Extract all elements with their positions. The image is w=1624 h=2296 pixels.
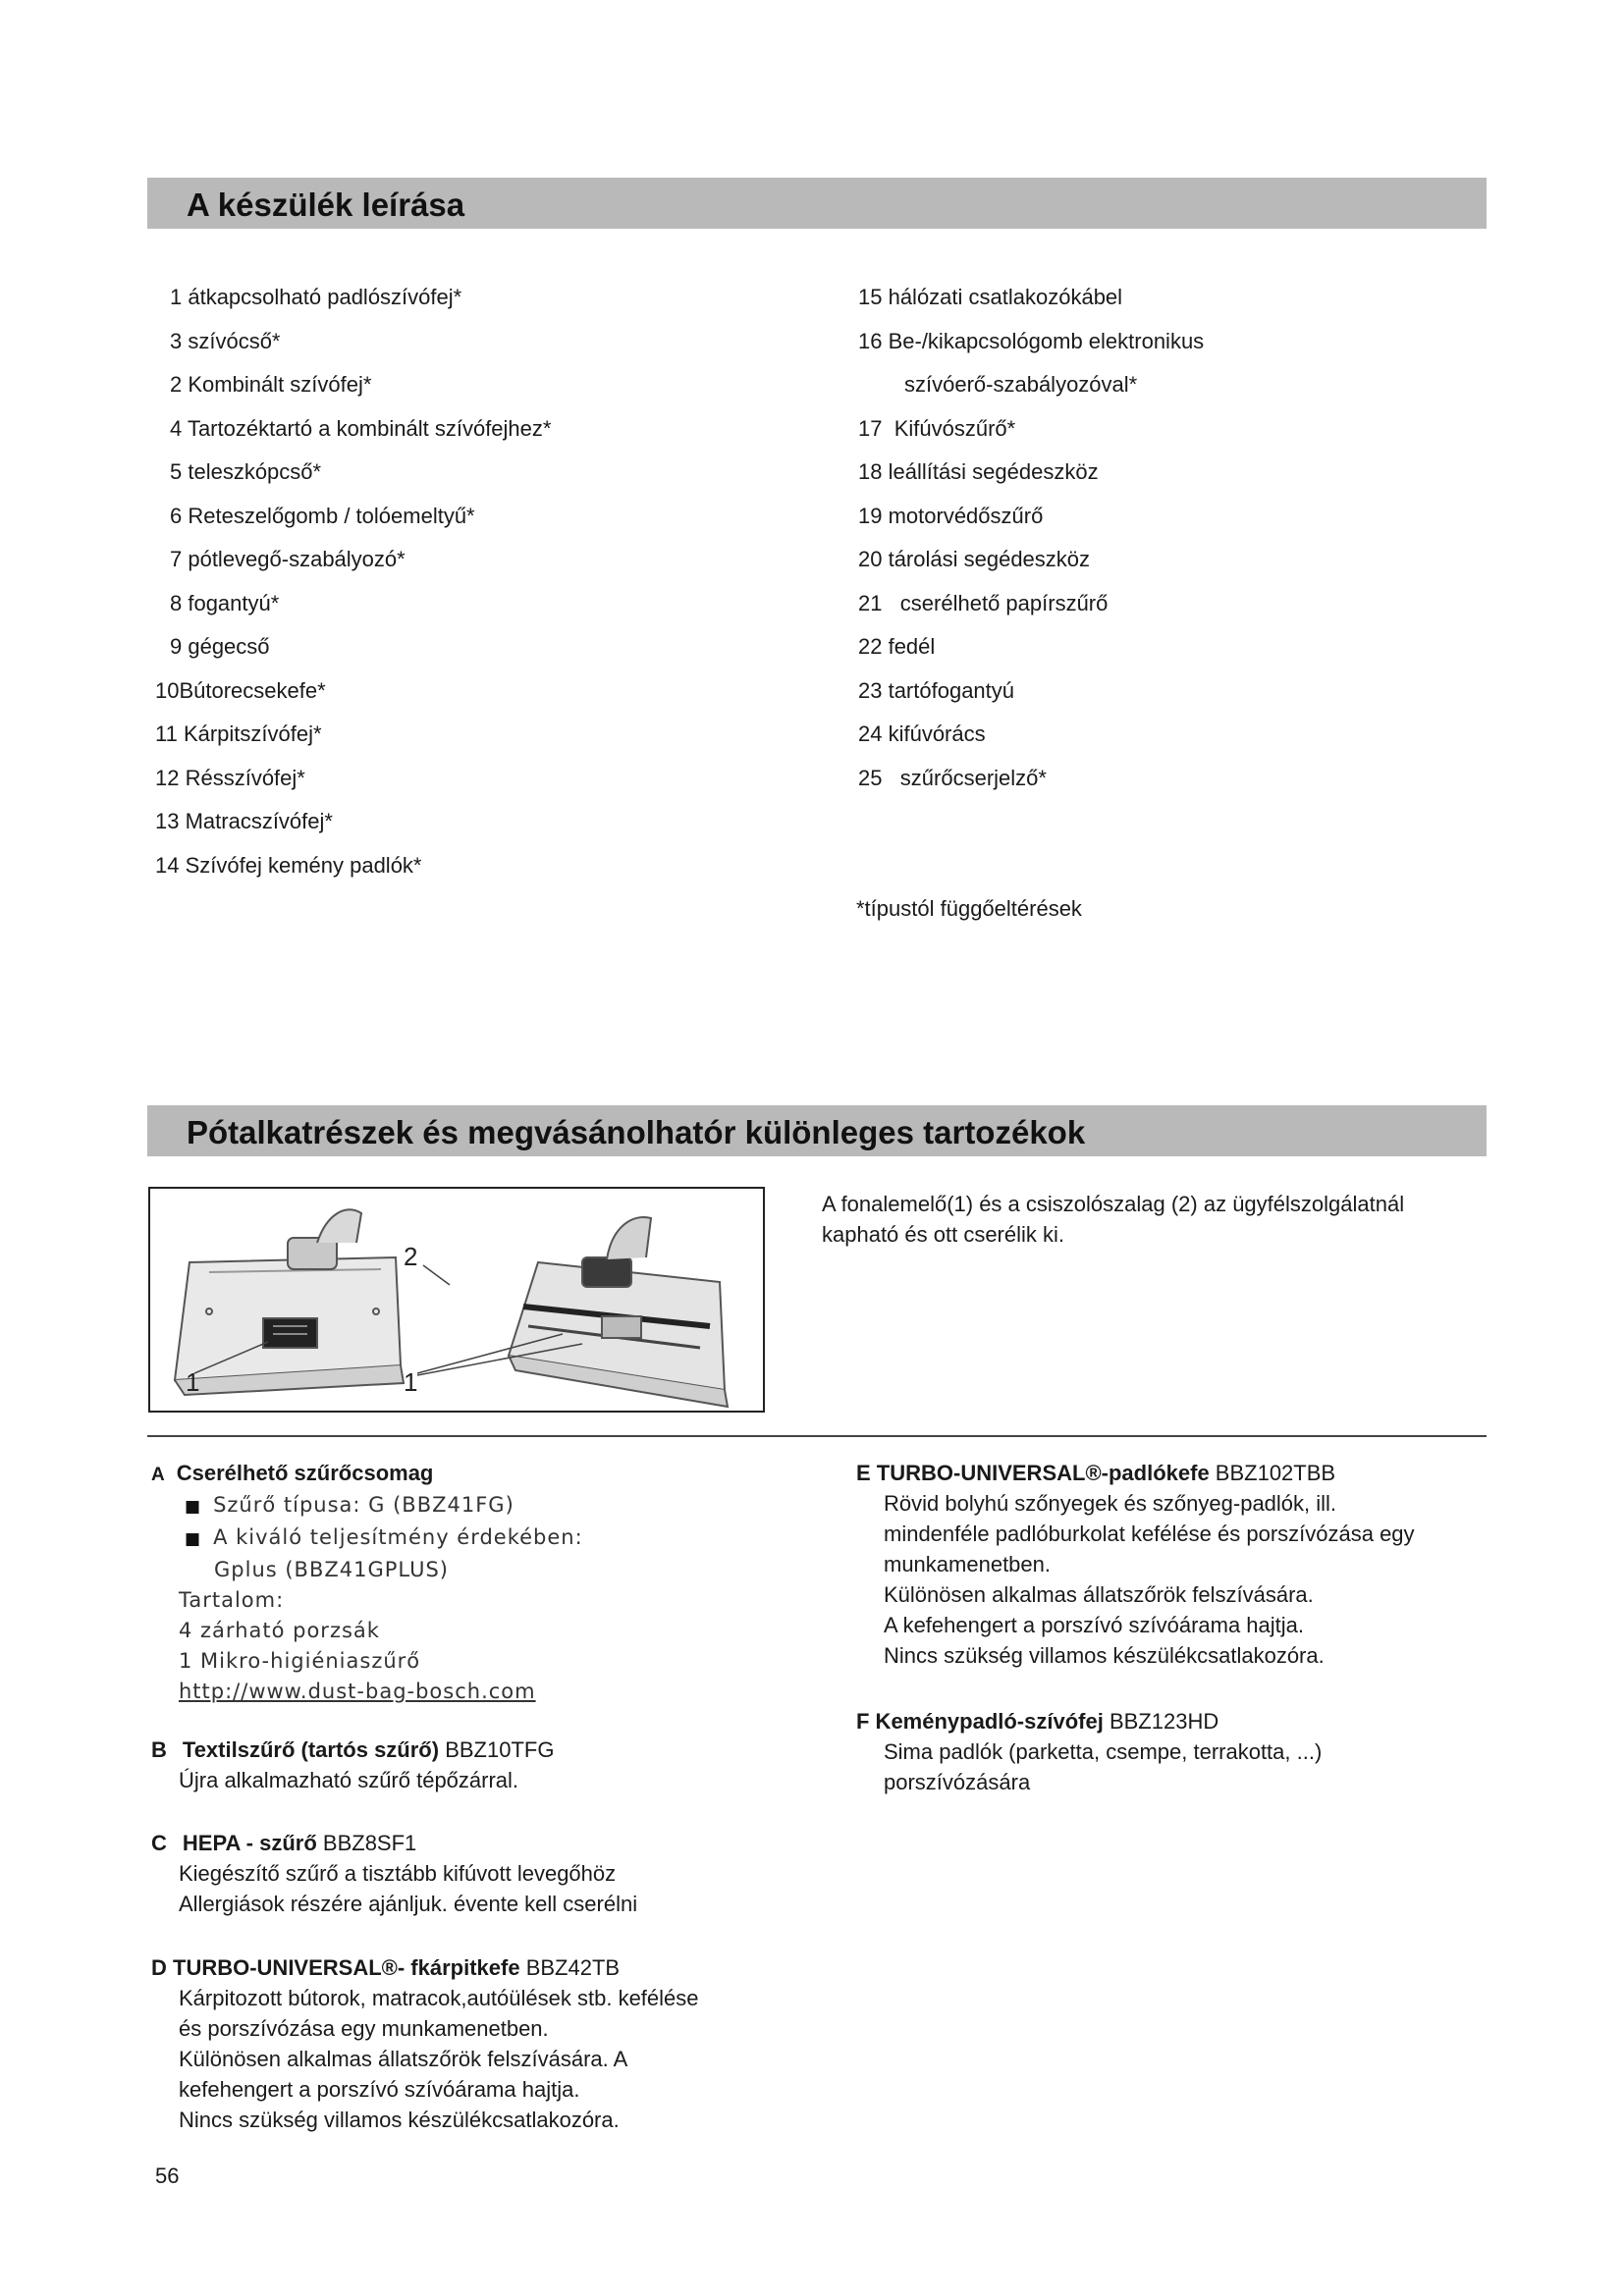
section-header-description xyxy=(147,178,1487,229)
accessory-d xyxy=(151,1952,819,2135)
item-heading: F Keménypadló-szívófej xyxy=(856,1709,1104,1734)
list-item: 15 hálózati csatlakozókábel xyxy=(858,285,1123,309)
item-description: mindenféle padlóburkolat kefélése és porszívózása egy xyxy=(884,1522,1415,1546)
item-code: BBZ10TFG xyxy=(439,1737,555,1762)
item-description: munkamenetben. xyxy=(884,1552,1051,1576)
list-item: szívóerő-szabályozóval* xyxy=(904,372,1138,397)
accessory-a xyxy=(151,1458,799,1707)
item-description: Kárpitozott bútorok, matracok,autóülések stb. kefélése xyxy=(179,1986,699,2010)
item-description: porszívózására xyxy=(884,1770,1031,1794)
list-item: 20 tárolási segédeszköz xyxy=(858,547,1091,571)
item-letter: C xyxy=(151,1831,167,1855)
bullet-continuation: Gplus (BBZ41GPLUS) xyxy=(214,1558,449,1581)
bullet-item: ■ Szűrő típusa: G (BBZ41FG) xyxy=(151,1490,799,1522)
label-1-left: 1 xyxy=(186,1367,200,1397)
list-item: 1 átkapcsolható padlószívófej* xyxy=(170,285,462,309)
bullet-item: ■ A kiváló teljesítmény érdekében: xyxy=(151,1522,799,1555)
right-floor-brush xyxy=(509,1217,728,1407)
item-description: Nincs szükség villamos készülékcsatlakozóra. xyxy=(884,1643,1325,1668)
contents-item: 1 Mikro-higiéniaszűrő xyxy=(179,1649,421,1673)
accessory-c xyxy=(151,1828,799,1919)
parts-list-left xyxy=(155,276,551,887)
service-note-line: kapható és ott cserélik ki. xyxy=(822,1222,1065,1247)
list-item: 21 cserélhető papírszűrő xyxy=(858,590,1109,615)
item-description: Különösen alkalmas állatszőrök felszívására. xyxy=(884,1582,1314,1607)
list-item: 9 gégecső xyxy=(170,634,270,659)
list-item: 12 Résszívófej* xyxy=(155,765,305,790)
list-item: 17 Kifúvószűrő* xyxy=(858,415,1016,441)
item-description: A kefehengert a porszívó szívóárama hajtja. xyxy=(884,1613,1305,1637)
item-description: Allergiások részére ajánljuk. évente kell cserélni xyxy=(179,1892,638,1916)
list-item: 14 Szívófej kemény padlók* xyxy=(155,852,422,878)
item-heading: D TURBO-UNIVERSAL®- fkárpitkefe xyxy=(151,1955,520,1980)
item-description: Nincs szükség villamos készülékcsatlakozóra. xyxy=(179,2108,620,2132)
list-item: 24 kifúvórács xyxy=(858,721,986,746)
item-description: és porszívózása egy munkamenetben. xyxy=(179,2016,549,2041)
list-item: 23 tartófogantyú xyxy=(858,677,1015,703)
list-item: 13 Matracszívófej* xyxy=(155,809,333,833)
brush-illustration xyxy=(148,1187,765,1413)
item-code: BBZ42TB xyxy=(519,1955,621,1980)
label-1-right: 1 xyxy=(404,1367,418,1397)
footnote: *típustól függőeltérések xyxy=(856,896,1082,921)
accessory-b xyxy=(151,1735,799,1795)
website-link[interactable]: http://www.dust-bag-bosch.com xyxy=(179,1680,536,1703)
item-description: Újra alkalmazható szűrő tépőzárral. xyxy=(179,1768,519,1792)
item-code: BBZ123HD xyxy=(1103,1709,1219,1734)
item-heading: Textilszűrő (tartós szűrő) xyxy=(182,1737,440,1762)
list-item: 10Bútorecsekefe* xyxy=(155,677,326,703)
list-item: 5 teleszkópcső* xyxy=(170,459,322,484)
service-note xyxy=(822,1189,1480,1250)
list-item: 3 szívócső* xyxy=(170,328,281,353)
section-header-accessories xyxy=(147,1105,1487,1156)
accessory-e xyxy=(856,1458,1485,1671)
label-2: 2 xyxy=(404,1242,418,1271)
list-item: 25 szűrőcserjelző* xyxy=(858,765,1047,790)
divider xyxy=(147,1435,1487,1437)
item-letter: A xyxy=(151,1465,165,1485)
page-number: 56 xyxy=(155,2163,180,2188)
item-description: Különösen alkalmas állatszőrök felszívására. A xyxy=(179,2047,628,2071)
list-item: 7 pótlevegő-szabályozó* xyxy=(170,547,406,571)
section-title: A készülék leírása xyxy=(187,187,465,223)
item-heading: E TURBO-UNIVERSAL®-padlókefe xyxy=(856,1461,1210,1485)
floor-brush-drawing xyxy=(150,1189,763,1411)
item-heading: Cserélhető szűrőcsomag xyxy=(176,1461,434,1485)
item-description: Sima padlók (parketta, csempe, terrakotta, ...) xyxy=(884,1739,1323,1764)
list-item: 18 leállítási segédeszköz xyxy=(858,459,1099,484)
item-description: kefehengert a porszívó szívóárama hajtja. xyxy=(179,2077,580,2102)
section-title: Pótalkatrészek és megvásánolhatór különleges tartozékok xyxy=(187,1114,1086,1150)
item-description: Kiegészítő szűrő a tisztább kifúvott levegőhöz xyxy=(179,1861,617,1886)
item-heading: HEPA - szűrő xyxy=(182,1831,317,1855)
list-item: 6 Reteszelőgomb / tolóemeltyű* xyxy=(170,503,475,528)
parts-list-right xyxy=(858,276,1204,800)
contents-label: Tartalom: xyxy=(179,1588,285,1612)
accessory-f xyxy=(856,1706,1485,1797)
list-item: 8 fogantyú* xyxy=(170,590,280,615)
list-item: 4 Tartozéktartó a kombinált szívófejhez* xyxy=(170,415,552,441)
list-item: 11 Kárpitszívófej* xyxy=(155,721,322,746)
contents-item: 4 zárható porzsák xyxy=(179,1619,380,1642)
list-item: 2 Kombinált szívófej* xyxy=(170,372,372,397)
item-code: BBZ8SF1 xyxy=(316,1831,417,1855)
item-code: BBZ102TBB xyxy=(1209,1461,1336,1485)
list-item: 19 motorvédőszűrő xyxy=(858,503,1044,528)
list-item: 22 fedél xyxy=(858,634,936,659)
item-description: Rövid bolyhú szőnyegek és szőnyeg-padlók, ill. xyxy=(884,1491,1337,1516)
item-letter: B xyxy=(151,1737,167,1762)
list-item: 16 Be-/kikapcsológomb elektronikus xyxy=(858,328,1205,353)
service-note-line: A fonalemelő(1) és a csiszolószalag (2) az ügyfélszolgálatnál xyxy=(822,1192,1405,1216)
